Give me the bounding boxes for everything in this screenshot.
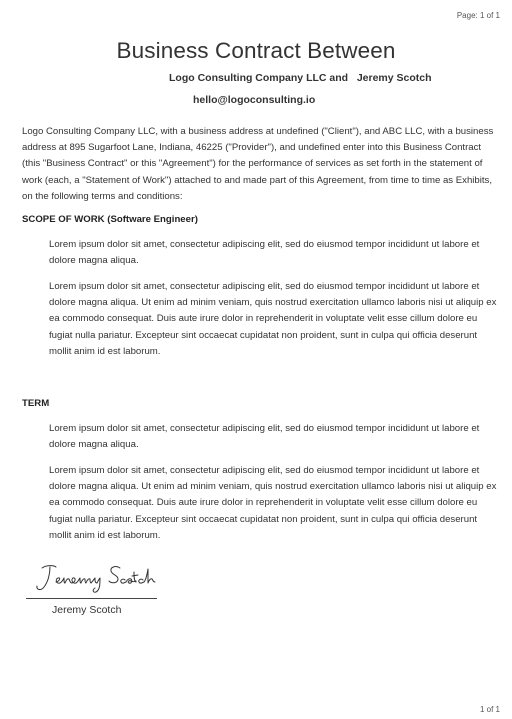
page-number-top: Page: 1 of 1 [456,11,500,20]
intro-paragraph: Logo Consulting Company LLC, with a business address at undefined ("Client"), and ABC LLC, with a business address at 895 Sugarfoot Lane, Indiana, 46225 ("Provider"), and undefined enter into this Business Contract (this "Business Contract" or this "Agreement") for the performance of services as set forth in the statement of work (each, a "Statement of Work") attached to and made part of this Agreement, from time to time as Exhibits, on the following terms and conditions: [22,126,494,202]
signature-line [26,598,157,599]
scope-paragraph-2: Lorem ipsum dolor sit amet, consectetur adipiscing elit, sed do eiusmod tempor incididunt ut labore et dolore magna aliqua. Ut enim ad minim veniam, quis nostrud exercitation ullamco laboris nisi ut aliquip ex ea commodo consequat. Duis aute irure dolor in reprehenderit in voluptate velit esse cillum dolore eu fugiat nulla pariatur. Excepteur sint occaecat cupidatat non proident, sunt in culpa qui officia deserunt mollit anim id est laborum. [49,281,497,357]
section-heading-scope: SCOPE OF WORK (Software Engineer) [22,214,198,225]
term-paragraph-2: Lorem ipsum dolor sit amet, consectetur adipiscing elit, sed do eiusmod tempor incididunt ut labore et dolore magna aliqua. Ut enim ad minim veniam, quis nostrud exercitation ullamco laboris nisi ut aliquip ex ea commodo consequat. Duis aute irure dolor in reprehenderit in voluptate velit esse cillum dolore eu fugiat nulla pariatur. Excepteur sint occaecat cupidatat non proident, sunt in culpa qui officia deserunt mollit anim id est laborum. [49,465,497,541]
page-number-bottom: 1 of 1 [479,705,500,714]
contract-parties: Logo Consulting Company LLC and Jeremy Scotch [169,72,432,84]
section-heading-term: TERM [22,398,50,409]
signer-name: Jeremy Scotch [52,604,122,616]
handwritten-signature [30,560,160,596]
scope-paragraph-1: Lorem ipsum dolor sit amet, consectetur adipiscing elit, sed do eiusmod tempor incididunt ut labore et dolore magna aliqua. [49,239,480,267]
term-paragraph-1: Lorem ipsum dolor sit amet, consectetur adipiscing elit, sed do eiusmod tempor incididunt ut labore et dolore magna aliqua. [49,423,480,451]
contact-email: hello@logoconsulting.io [193,94,316,106]
document-title: Business Contract Between [116,38,396,63]
